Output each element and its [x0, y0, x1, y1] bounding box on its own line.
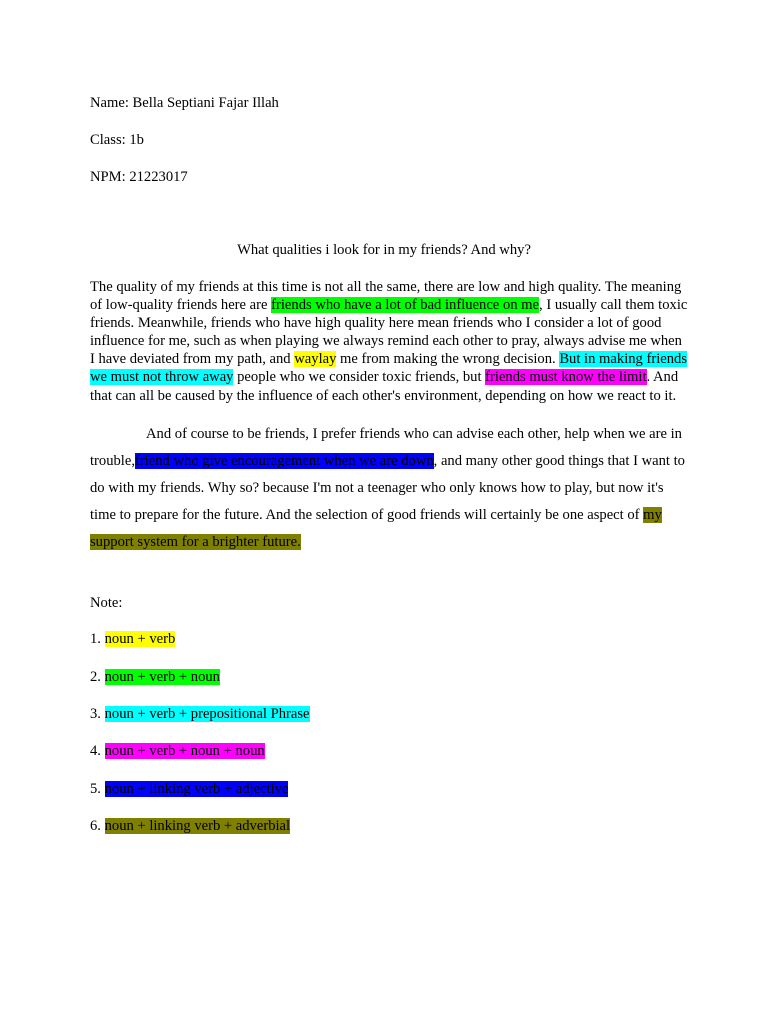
student-name: Name: Bella Septiani Fajar Illah: [90, 95, 279, 111]
note-item-text: noun + verb + noun + noun: [104, 743, 265, 759]
highlight-green: friends who have a lot of bad influence on me: [271, 297, 540, 314]
note-item-text: noun + verb + prepositional Phrase: [104, 706, 310, 722]
note-item-4: [90, 743, 265, 760]
note-item-number: 6.: [90, 818, 101, 834]
note-item-number: 2.: [90, 669, 101, 685]
note-item-number: 3.: [90, 706, 101, 722]
note-item-text: noun + linking verb + adjective: [104, 781, 289, 797]
paragraph-1-text-5: . And that can all be caused by the influence of each other's environment, depending on how we react to it.: [90, 369, 679, 404]
student-class: Class: 1b: [90, 132, 144, 148]
highlight-cyan: But in making friends we must not throw away: [90, 351, 688, 386]
paragraph-2-text-2: , and many other good things that I want to do with my friends. Why so? because I'm not a teenager who only knows how to play, but now it's time to prepare for the future. And the selection of good friends will certainly be one aspect of: [90, 452, 685, 523]
note-item-5: [90, 781, 288, 798]
essay-title: What qualities i look for in my friends? And why?: [237, 242, 531, 258]
paragraph-2-text-1: And of course to be friends, I prefer friends who can advise each other, help when we are in trouble,: [90, 426, 682, 469]
paragraph-1-text-2: , I usually call them toxic friends. Meanwhile, friends who have high quality here mean friends who I consider a lot of good influence for me, such as when playing we always remind each other to pray, always advise me when I have deviated from my path, and: [90, 297, 688, 368]
note-item-6: [90, 818, 290, 835]
note-item-1: [90, 631, 175, 648]
paragraph-1: [90, 278, 690, 405]
highlight-blue: friend who give encouragement when we are down: [135, 452, 434, 469]
note-item-text: noun + verb: [104, 631, 176, 647]
student-npm: NPM: 21223017: [90, 169, 188, 185]
highlight-magenta: friends must know the limit: [485, 369, 647, 386]
paragraph-2: [90, 421, 690, 556]
note-item-number: 1.: [90, 631, 101, 647]
note-item-number: 4.: [90, 743, 101, 759]
note-item-text: noun + verb + noun: [104, 669, 220, 685]
paragraph-1-text-4: people who we consider toxic friends, but: [233, 369, 486, 386]
highlight-olive: my support system for a brighter future.: [90, 506, 662, 550]
highlight-yellow: waylay: [294, 351, 337, 368]
note-label: Note:: [90, 595, 123, 611]
note-item-number: 5.: [90, 781, 101, 797]
paragraph-1-text-1: The quality of my friends at this time is not all the same, there are low and high quality. The meaning of low-quality friends here are: [90, 279, 682, 314]
note-item-text: noun + linking verb + adverbial: [104, 818, 291, 834]
note-item-2: [90, 669, 220, 686]
paragraph-1-text-3: me from making the wrong decision.: [336, 351, 560, 368]
note-item-3: [90, 706, 310, 723]
